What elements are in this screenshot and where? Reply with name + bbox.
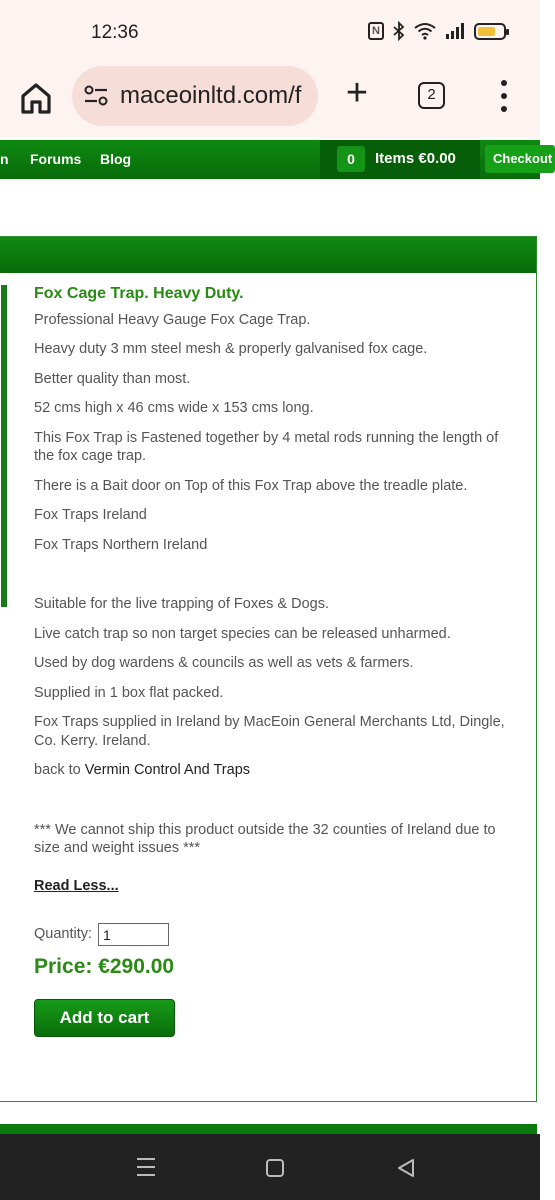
product-description-line: Better quality than most. [34,370,191,387]
product-description-line: Live catch trap so non target species can be released unharmed. [34,625,451,642]
product-description-line: Fox Traps supplied in Ireland by MacEoin General Merchants Ltd, Dingle, Co. Kerry. Ireland. [34,714,505,749]
product-description-line: This Fox Trap is Fastened together by 4 metal rods running the length of the fox cage trap. [34,429,499,464]
mini-cart[interactable] [320,140,480,179]
product-description-line: Heavy duty 3 mm steel mesh & properly galvanised fox cage. [34,341,428,357]
read-less-link[interactable]: Read Less... [34,877,119,894]
new-tab-plus-icon[interactable]: + [345,72,369,114]
vermin-control-link[interactable]: Vermin Control And Traps [84,762,251,778]
panel-header [0,237,536,273]
back-to-line [34,761,514,780]
nav-link-blog[interactable]: Blog [100,151,132,167]
wifi-icon [414,22,436,40]
nfc-icon: N [368,22,384,40]
site-settings-icon[interactable] [84,85,108,107]
home-square-icon[interactable] [266,1159,284,1177]
home-icon[interactable] [18,80,54,116]
tab-switcher-button[interactable]: 2 [418,82,445,109]
product-price: Price: €290.00 [34,955,175,978]
product-title: Fox Cage Trap. Heavy Duty. [34,285,244,302]
product-description-line: Professional Heavy Gauge Fox Cage Trap. [34,311,311,328]
quantity-input[interactable] [98,923,169,946]
address-bar[interactable] [72,66,318,126]
product-details [34,285,514,1037]
nav-link-partial[interactable]: n [0,151,9,167]
system-nav-bar [0,1134,540,1200]
checkout-button[interactable]: Checkout [485,145,555,173]
panel-accent-bar [1,285,7,607]
product-description-line: 52 cms high x 46 cms wide x 153 cms long. [34,400,314,416]
shipping-note: *** We cannot ship this product outside the 32 counties of Ireland due to size and weight issues *** [34,821,496,856]
recent-apps-icon[interactable] [137,1158,155,1176]
more-menu-icon[interactable] [498,80,510,112]
quantity-label: Quantity: [34,926,93,943]
back-triangle-icon[interactable] [396,1158,416,1178]
back-to-prefix: back to [34,762,85,778]
battery-icon [474,23,506,40]
cart-count-badge[interactable]: 0 [337,146,365,172]
next-panel-header [0,1124,537,1134]
add-to-cart-button[interactable]: Add to cart [34,999,175,1037]
site-nav [0,140,553,179]
nav-link-forums[interactable]: Forums [30,151,82,167]
product-description-line: Used by dog wardens & councils as well as vets & farmers. [34,655,414,671]
bluetooth-icon [393,22,405,40]
browser-toolbar [0,66,540,138]
quantity-row [34,923,514,946]
cart-total[interactable]: Items €0.00 [375,150,456,167]
product-description-line: Fox Traps Northern Ireland [34,536,208,553]
product-description-line: There is a Bait door on Top of this Fox Trap above the treadle plate. [34,477,468,494]
product-description-line: Supplied in 1 box flat packed. [34,684,224,701]
product-description-line: Fox Traps Ireland [34,507,147,523]
status-bar [0,0,540,66]
status-time: 12:36 [91,22,139,43]
product-description-line: Suitable for the live trapping of Foxes & Dogs. [34,596,329,612]
signal-icon [445,23,465,39]
url-text[interactable]: maceoinltd.com/f [120,82,302,109]
status-icons [368,22,506,40]
